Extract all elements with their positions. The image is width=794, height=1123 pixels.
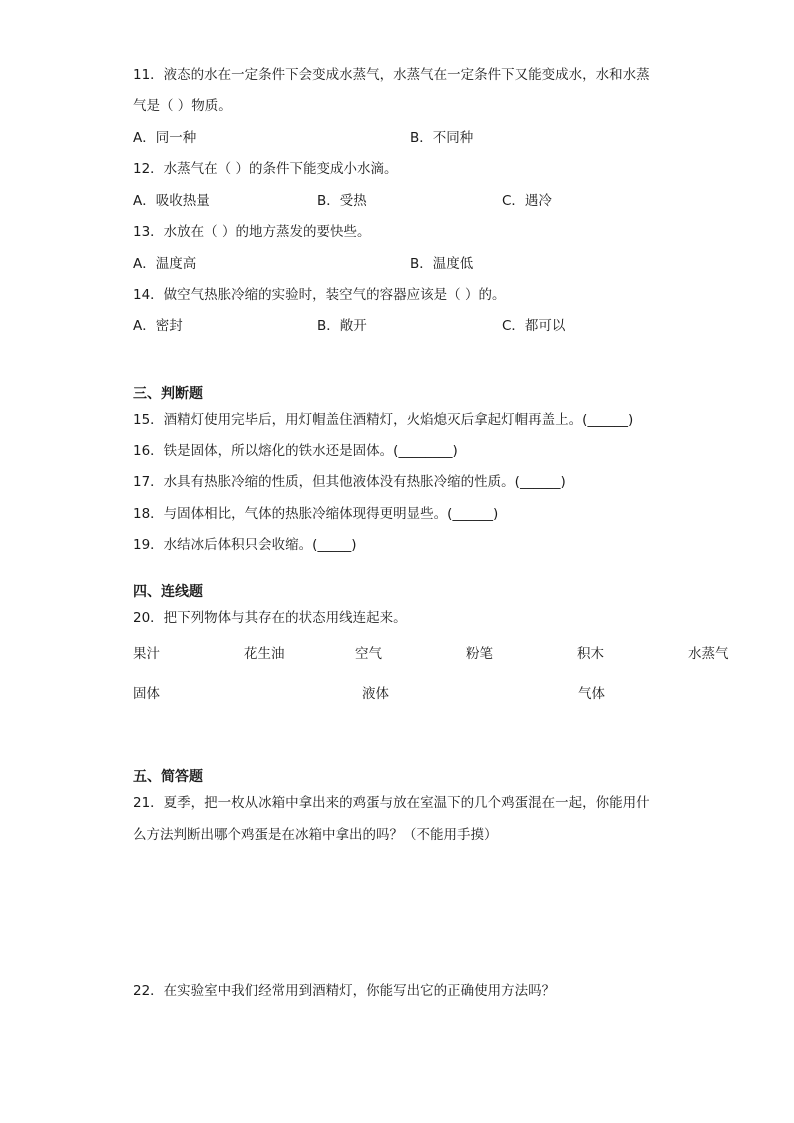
- match-object: 花生油: [244, 646, 285, 662]
- q11-option-a: A．同一种: [133, 130, 197, 146]
- q21-text-line2: 么方法判断出哪个鸡蛋是在冰箱中拿出的吗？（不能用手摸）: [133, 827, 498, 843]
- q13-option-b: B．温度低: [410, 256, 474, 272]
- q11-text-line2: 气是（ ）物质。: [133, 98, 232, 114]
- judge-item-19: 19．水结冰后体积只会收缩。(_____): [133, 537, 357, 553]
- q14-option-a: A．密封: [133, 318, 183, 334]
- match-state-gas: 气体: [578, 686, 605, 702]
- q14-option-b: B．敞开: [317, 318, 367, 334]
- q13-option-a: A．温度高: [133, 256, 197, 272]
- match-object: 积木: [577, 646, 604, 662]
- section-match-heading: 四、连线题: [133, 584, 203, 600]
- q22-text: 22．在实验室中我们经常用到酒精灯，你能写出它的正确使用方法吗？: [133, 983, 556, 999]
- q13-text: 13．水放在（ ）的地方蒸发的要快些。: [133, 224, 371, 240]
- match-object: 水蒸气: [688, 646, 729, 662]
- judge-item-18: 18．与固体相比，气体的热胀冷缩体现得更明显些。(______): [133, 506, 499, 522]
- judge-item-16: 16．铁是固体，所以熔化的铁水还是固体。(________): [133, 443, 458, 459]
- q14-option-c: C．都可以: [502, 318, 566, 334]
- match-state-solid: 固体: [133, 686, 160, 702]
- q12-option-a: A．吸收热量: [133, 193, 210, 209]
- q11-text-line1: 11．液态的水在一定条件下会变成水蒸气，水蒸气在一定条件下又能变成水，水和水蒸: [133, 67, 650, 83]
- match-state-liquid: 液体: [362, 686, 389, 702]
- match-object: 粉笔: [466, 646, 493, 662]
- q14-text: 14．做空气热胀冷缩的实验时，装空气的容器应该是（ ）的。: [133, 287, 506, 303]
- match-question: 20．把下列物体与其存在的状态用线连起来。: [133, 610, 407, 626]
- section-judge-heading: 三、判断题: [133, 386, 203, 402]
- q12-option-c: C．遇冷: [502, 193, 552, 209]
- q21-text-line1: 21．夏季，把一枚从冰箱中拿出来的鸡蛋与放在室温下的几个鸡蛋混在一起，你能用什: [133, 795, 650, 811]
- match-object: 果汁: [133, 646, 160, 662]
- judge-item-17: 17．水具有热胀冷缩的性质，但其他液体没有热胀冷缩的性质。(______): [133, 474, 566, 490]
- section-short-heading: 五、简答题: [133, 769, 203, 785]
- q12-text: 12．水蒸气在（ ）的条件下能变成小水滴。: [133, 161, 398, 177]
- q11-option-b: B．不同种: [410, 130, 474, 146]
- match-object: 空气: [355, 646, 382, 662]
- q12-option-b: B．受热: [317, 193, 367, 209]
- judge-item-15: 15．酒精灯使用完毕后，用灯帽盖住酒精灯，火焰熄灭后拿起灯帽再盖上。(______): [133, 412, 634, 428]
